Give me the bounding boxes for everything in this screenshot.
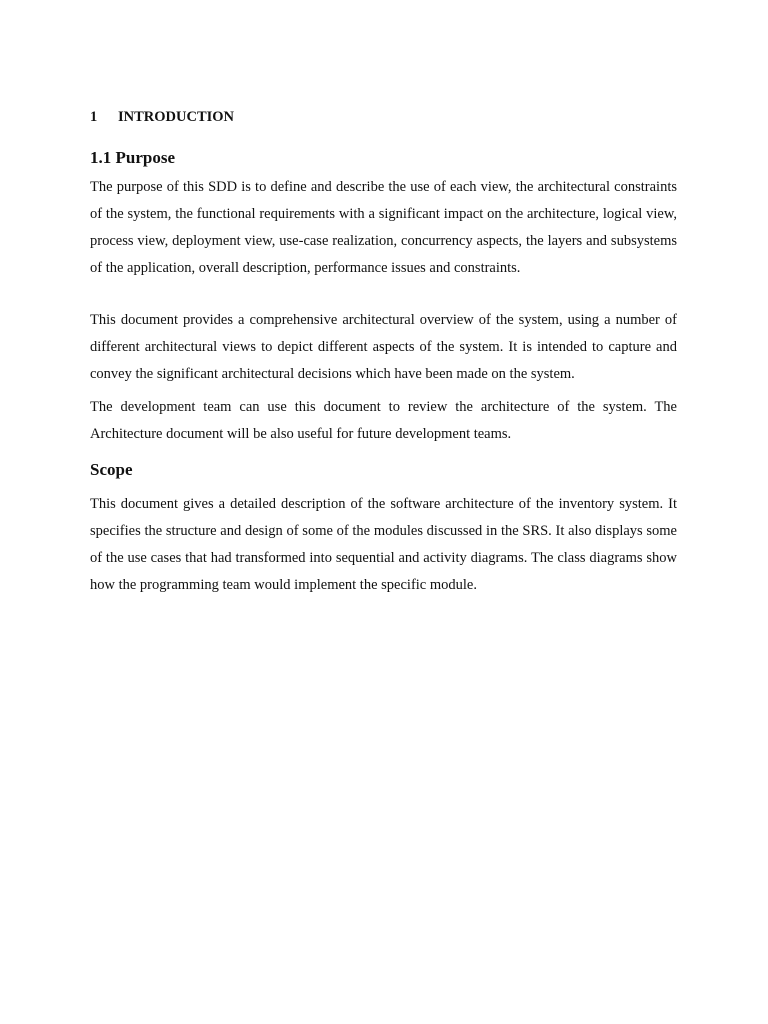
purpose-paragraph-1: The purpose of this SDD is to define and describe the use of each view, the architectural constraints of the system, the functional requirements with a significant impact on the architecture, logical view, process view, deployment view, use-case realization, concurrency aspects, the layers and subsystems of the application, overall description, performance issues and constraints. [90, 179, 677, 276]
purpose-paragraph-3: The development team can use this document to review the architecture of the system. The Architecture document will be also useful for future development teams. [90, 399, 677, 442]
subsection-heading-purpose: 1.1 Purpose [90, 148, 175, 167]
purpose-paragraph-2: This document provides a comprehensive architectural overview of the system, using a number of different architectural views to depict different aspects of the system. It is intended to capture and convey the significant architectural decisions which have been made on the system. [90, 312, 677, 382]
document-body [90, 107, 677, 599]
subsection-heading-scope: Scope [90, 460, 133, 479]
section-number: 1 [90, 109, 98, 125]
section-heading-introduction [90, 107, 677, 127]
section-title: INTRODUCTION [118, 109, 235, 125]
scope-paragraph-1: This document gives a detailed description of the software architecture of the inventory system. It specifies the structure and design of some of the modules discussed in the SRS. It also displays some of the use cases that had transformed into sequential and activity diagrams. The class diagrams show how the programming team would implement the specific module. [90, 496, 677, 593]
